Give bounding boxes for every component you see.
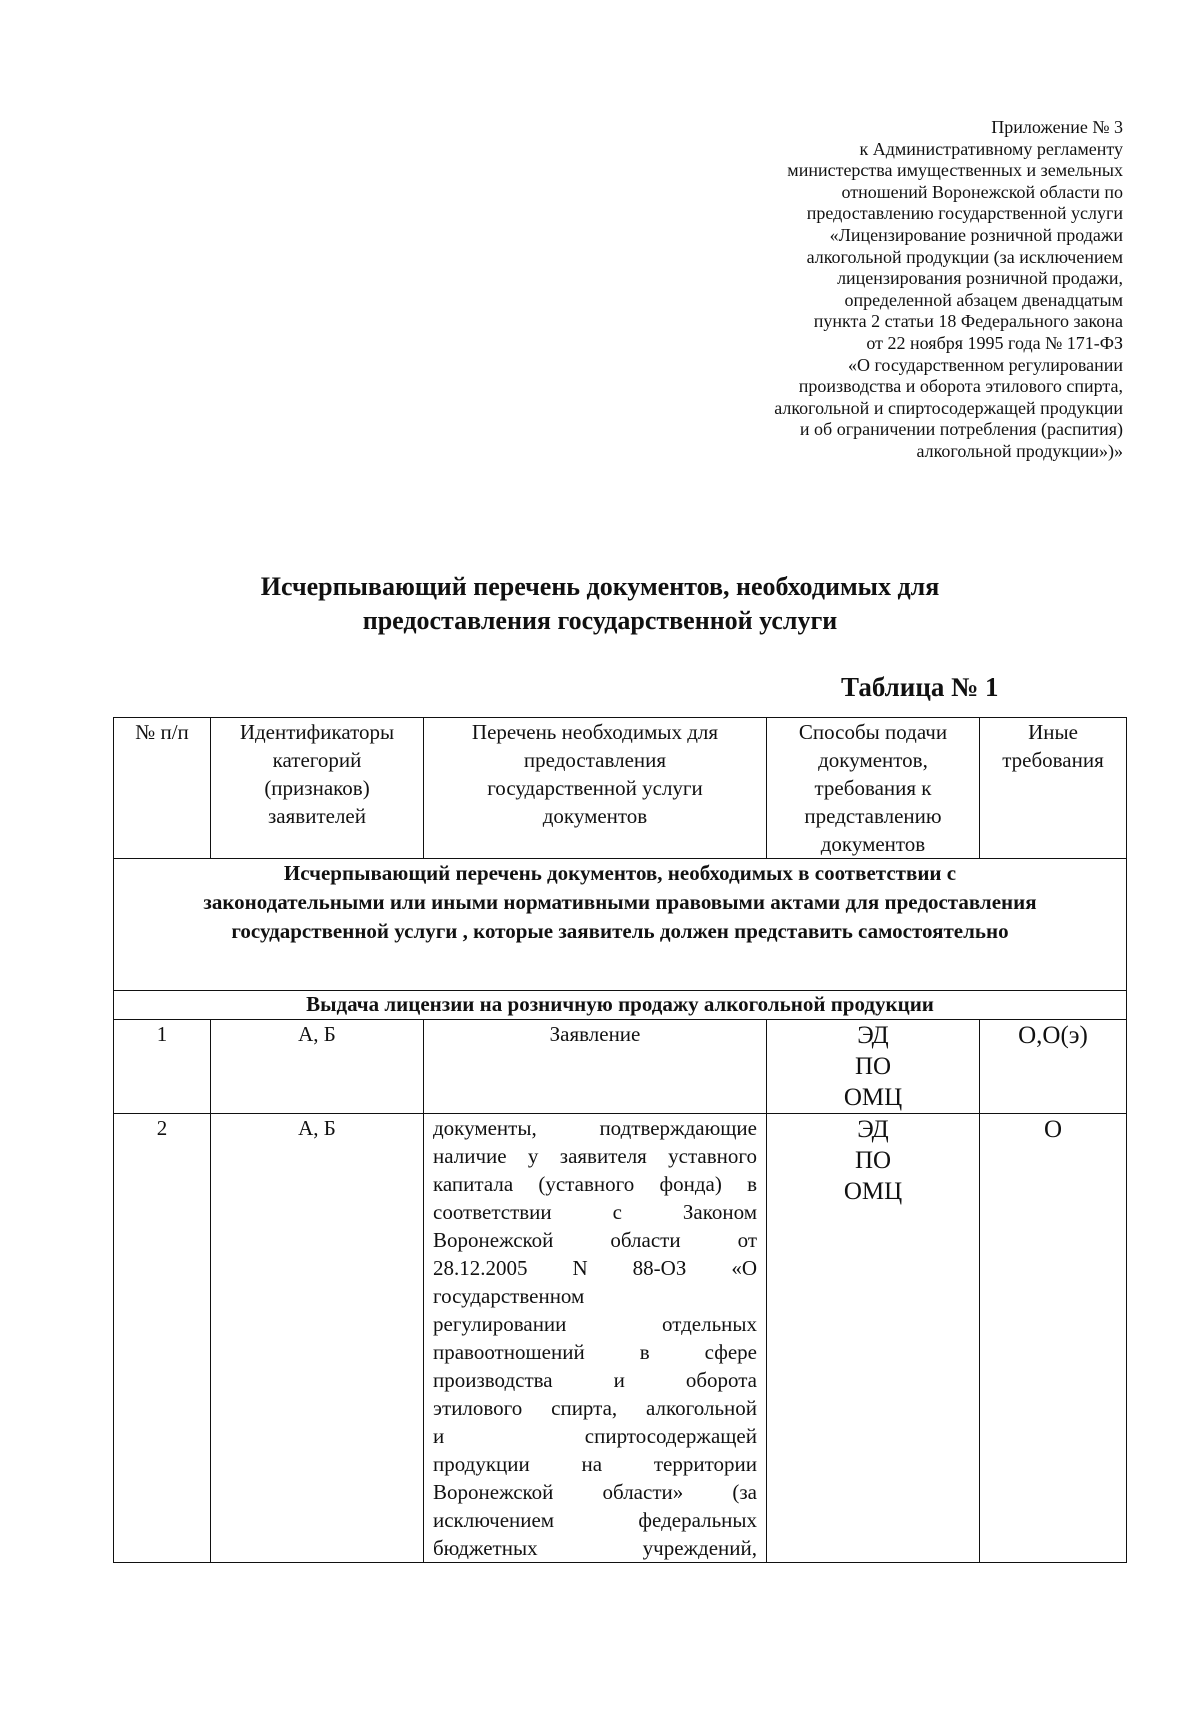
appendix-line: определенной абзацем двенадцатым (844, 289, 1123, 310)
appendix-line: производства и оборота этилового спирта, (798, 376, 1123, 397)
appendix-line: лицензирования розничной продажи, (837, 268, 1123, 289)
row-description: документы, подтверждающие наличие у заявителя уставного капитала (уставного фонда) в соответствии с Законом Воронежской области от 28.12.2005 N 88-ОЗ «О государственном регулировании отдельных правоотношений в сфере производства и оборота этилового спирта, алкогольной и спиртосодержащей продукции на территории Воронежской области» (за исключением федеральных бюджетных учреждений, (424, 1114, 767, 1563)
appendix-block (703, 117, 1123, 463)
appendix-line: «О государственном регулировании (847, 354, 1123, 375)
table-header-row (114, 718, 1127, 859)
row-submission-methods: ЭД ПО ОМЦ (767, 1020, 980, 1114)
row-applicant-ids: А, Б (211, 1114, 424, 1563)
document-title-line: Исчерпывающий перечень документов, необходимых для (260, 572, 940, 601)
table-row (114, 1114, 1127, 1563)
row-submission-methods: ЭД ПО ОМЦ (767, 1114, 980, 1563)
table-row (114, 1020, 1127, 1114)
appendix-line: алкогольной продукции»)» (916, 440, 1123, 461)
appendix-line: министерства имущественных и земельных (787, 160, 1123, 181)
section-title-row (114, 859, 1127, 991)
appendix-line: Приложение № 3 (991, 117, 1123, 137)
row-number: 1 (114, 1020, 211, 1114)
appendix-line: алкогольной и спиртосодержащей продукции (774, 397, 1123, 418)
documents-table (113, 717, 1127, 1563)
row-other-requirements: О (980, 1114, 1127, 1563)
row-description: Заявление (424, 1020, 767, 1114)
header-submission-methods: Способы подачи документов, требования к представлению документов (767, 718, 980, 859)
header-applicant-ids: Идентификаторы категорий (признаков) заявителей (211, 718, 424, 859)
appendix-line: пункта 2 статьи 18 Федерального закона (813, 311, 1123, 332)
appendix-line: «Лицензирование розничной продажи (829, 224, 1123, 245)
row-other-requirements: О,О(э) (980, 1020, 1127, 1114)
header-other-requirements: Иные требования (980, 718, 1127, 859)
appendix-line: алкогольной продукции (за исключением (806, 246, 1123, 267)
appendix-line: предоставлению государственной услуги (806, 203, 1123, 224)
appendix-line: к Административному регламенту (859, 138, 1123, 159)
subheading-row (114, 991, 1127, 1020)
appendix-line: отношений Воронежской области по (841, 181, 1123, 202)
subheading: Выдача лицензии на розничную продажу алкогольной продукции (114, 991, 1127, 1020)
header-document-list: Перечень необходимых для предоставления государственной услуги документов (424, 718, 767, 859)
appendix-line: от 22 ноября 1995 года № 171-ФЗ (866, 332, 1123, 353)
row-number: 2 (114, 1114, 211, 1563)
table-label: Таблица № 1 (841, 672, 999, 702)
appendix-line: и об ограничении потребления (распития) (799, 419, 1123, 440)
section-title: Исчерпывающий перечень документов, необходимых в соответствии с законодательными или иными нормативными правовыми актами для предоставления государственной услуги , которые заявитель должен представить самостоятельно (114, 859, 1127, 991)
header-number: № п/п (114, 718, 211, 859)
row-applicant-ids: А, Б (211, 1020, 424, 1114)
document-title (150, 570, 1050, 638)
document-title-line: предоставления государственной услуги (362, 606, 838, 635)
